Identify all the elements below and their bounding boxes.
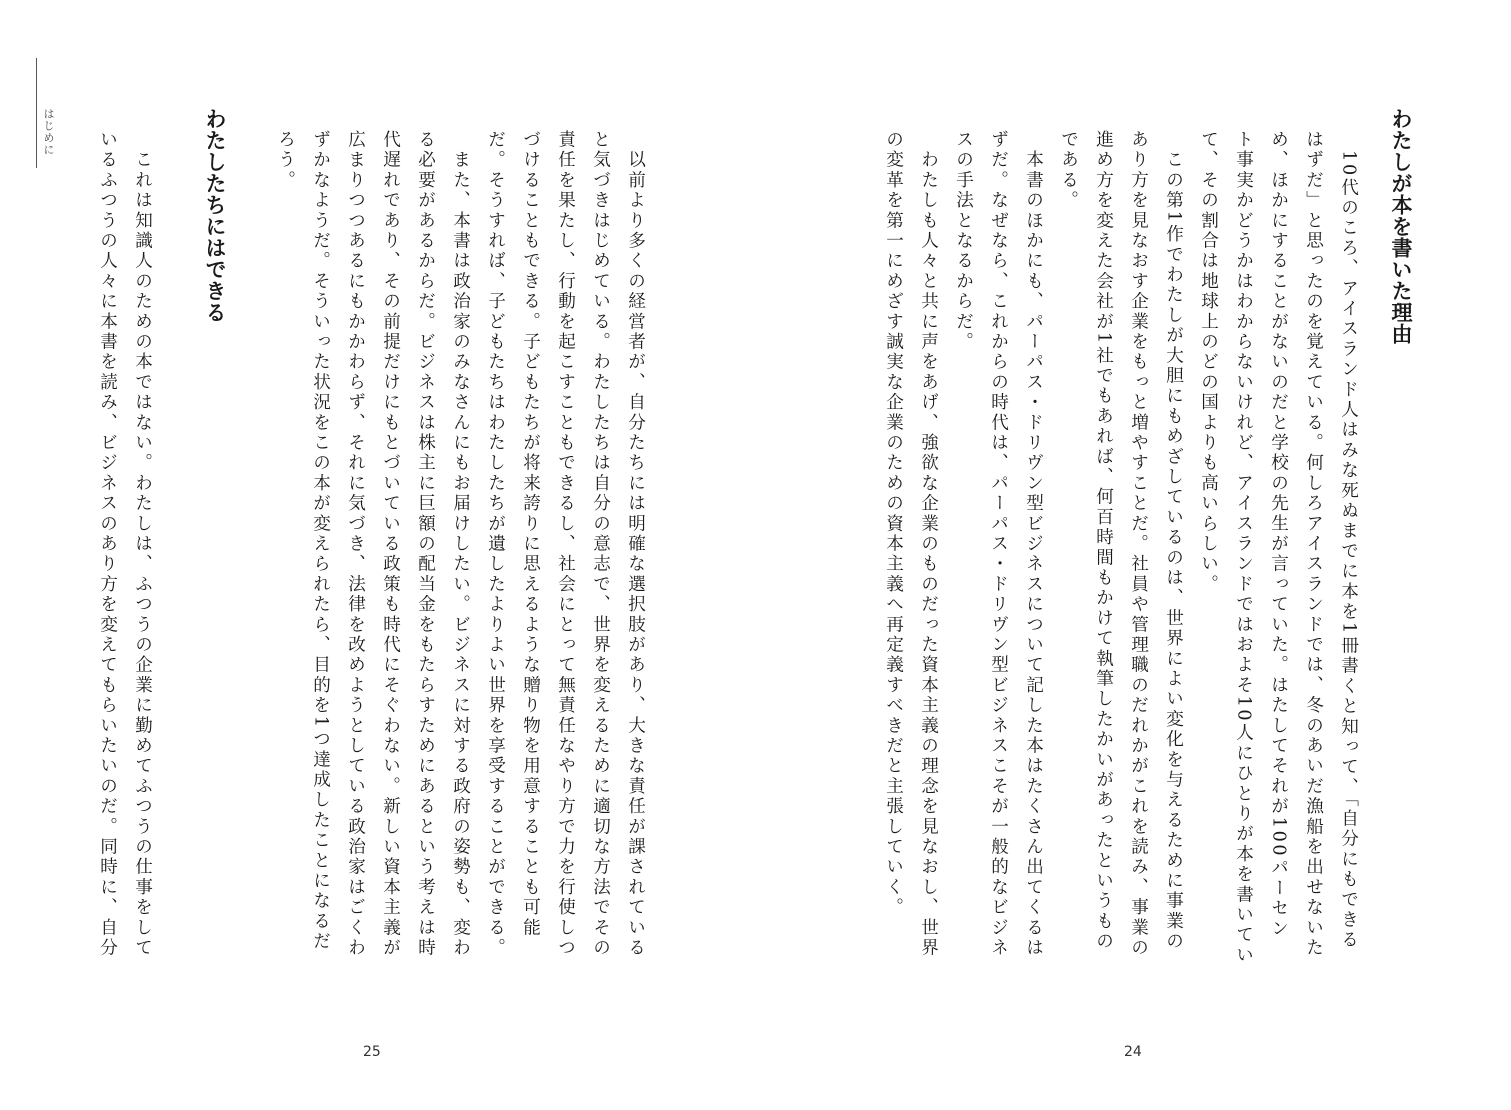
- body-line: である。: [1058, 130, 1079, 211]
- body-line: る必要があるからだ。ビジネスは株主に巨額の配当金をもたらすためにあるという考えは時: [415, 130, 436, 959]
- body-line: づけることもできる。子どもたちが将来誇りに思えるような贈り物を用意することも可能: [520, 130, 541, 938]
- body-line: ずだ。なぜなら、これからの時代は、パーパス・ドリヴン型ビジネスこそが一般的なビジネ: [988, 130, 1009, 959]
- running-head: はじめに: [42, 108, 55, 156]
- body-line: 代遅れであり、その前提だけにもとづいている政策も時代にそぐわない。新しい資本主義が: [380, 130, 401, 959]
- body-line: ろう。: [275, 130, 296, 191]
- body-line: あり方を見なおす企業をもっと増やすことだ。社員や管理職のだれかがこれを読み、事業の: [1128, 130, 1149, 959]
- body-line: だ。そうすれば、子どもたちはわたしたちが遺したよりよい世界を享受することができる。: [485, 130, 506, 959]
- body-line: 以前より多くの経営者が、自分たちには明確な選択肢があり、大きな責任が課されている: [625, 130, 646, 959]
- body-line: ト事実かどうかはわからないけれど、アイスランドではおよそ10人にひとりが本を書いてい: [1233, 130, 1254, 966]
- page-number: 24: [1124, 1044, 1142, 1060]
- section-heading: わたしが本を書いた理由: [1389, 108, 1413, 345]
- body-line: ずかなようだ。そういった状況をこの本が変えられたら、目的を1つ達成したことになるだ: [310, 130, 331, 952]
- page-24: [756, 0, 1511, 1110]
- body-line: 広まりつつあるにもかかわらず、それに気づき、法律を改めようとしている政治家はごくわ: [345, 130, 366, 959]
- body-line: わたしも人々と共に声をあげ、強欲な企業のものだった資本主義の理念を見なおし、世界: [918, 130, 939, 959]
- body-line: 進め方を変えた会社が1社でもあれば、何百時間もかけて執筆したかいがあったというもの: [1093, 130, 1114, 952]
- running-head-rule: [36, 58, 37, 168]
- body-line: と気づきはじめている。わたしたちは自分の意志で、世界を変えるために適切な方法でその: [590, 130, 611, 959]
- body-line: 責任を果たし、行動を起こすこともできるし、社会にとって無責任なやり方で力を行使しつ: [555, 130, 576, 959]
- body-line: この第1作でわたしが大胆にもめざしているのは、世界によい変化を与えるために事業の: [1163, 130, 1184, 952]
- body-line: て、その割合は地球上のどの国よりも高いらしい。: [1198, 130, 1219, 595]
- body-line: また、本書は政治家のみなさんにもお届けしたい。ビジネスに対する政府の姿勢も、変わ: [450, 130, 471, 959]
- body-line: いるふつうの人々に本書を読み、ビジネスのあり方を変えてもらいたいのだ。同時に、自分: [97, 130, 118, 959]
- body-line: め、ほかにすることがないのだと学校の先生が言っていた。はたしてそれが100パーセン: [1268, 130, 1289, 939]
- body-line: スの手法となるからだ。: [953, 130, 974, 353]
- body-line: 本書のほかにも、パーパス・ドリヴン型ビジネスについて記した本はたくさん出てくるは: [1023, 130, 1044, 959]
- page-number: 25: [363, 1044, 381, 1060]
- body-line: 10代のころ、アイスランド人はみな死ぬまでに本を1冊書くと知って、「自分にもできる: [1338, 130, 1359, 951]
- body-line: これは知識人のための本ではない。わたしは、ふつうの企業に勤めてふつうの仕事をして: [132, 130, 153, 959]
- body-line: の変革を第一にめざす誠実な企業のための資本主義へ再定義すべきだと主張していく。: [883, 130, 904, 918]
- section-heading: わたしたちにはできる: [203, 108, 227, 323]
- body-line: はずだ」と思ったのを覚えている。何しろアイスランドでは、冬のあいだ漁船を出せないた: [1303, 130, 1324, 959]
